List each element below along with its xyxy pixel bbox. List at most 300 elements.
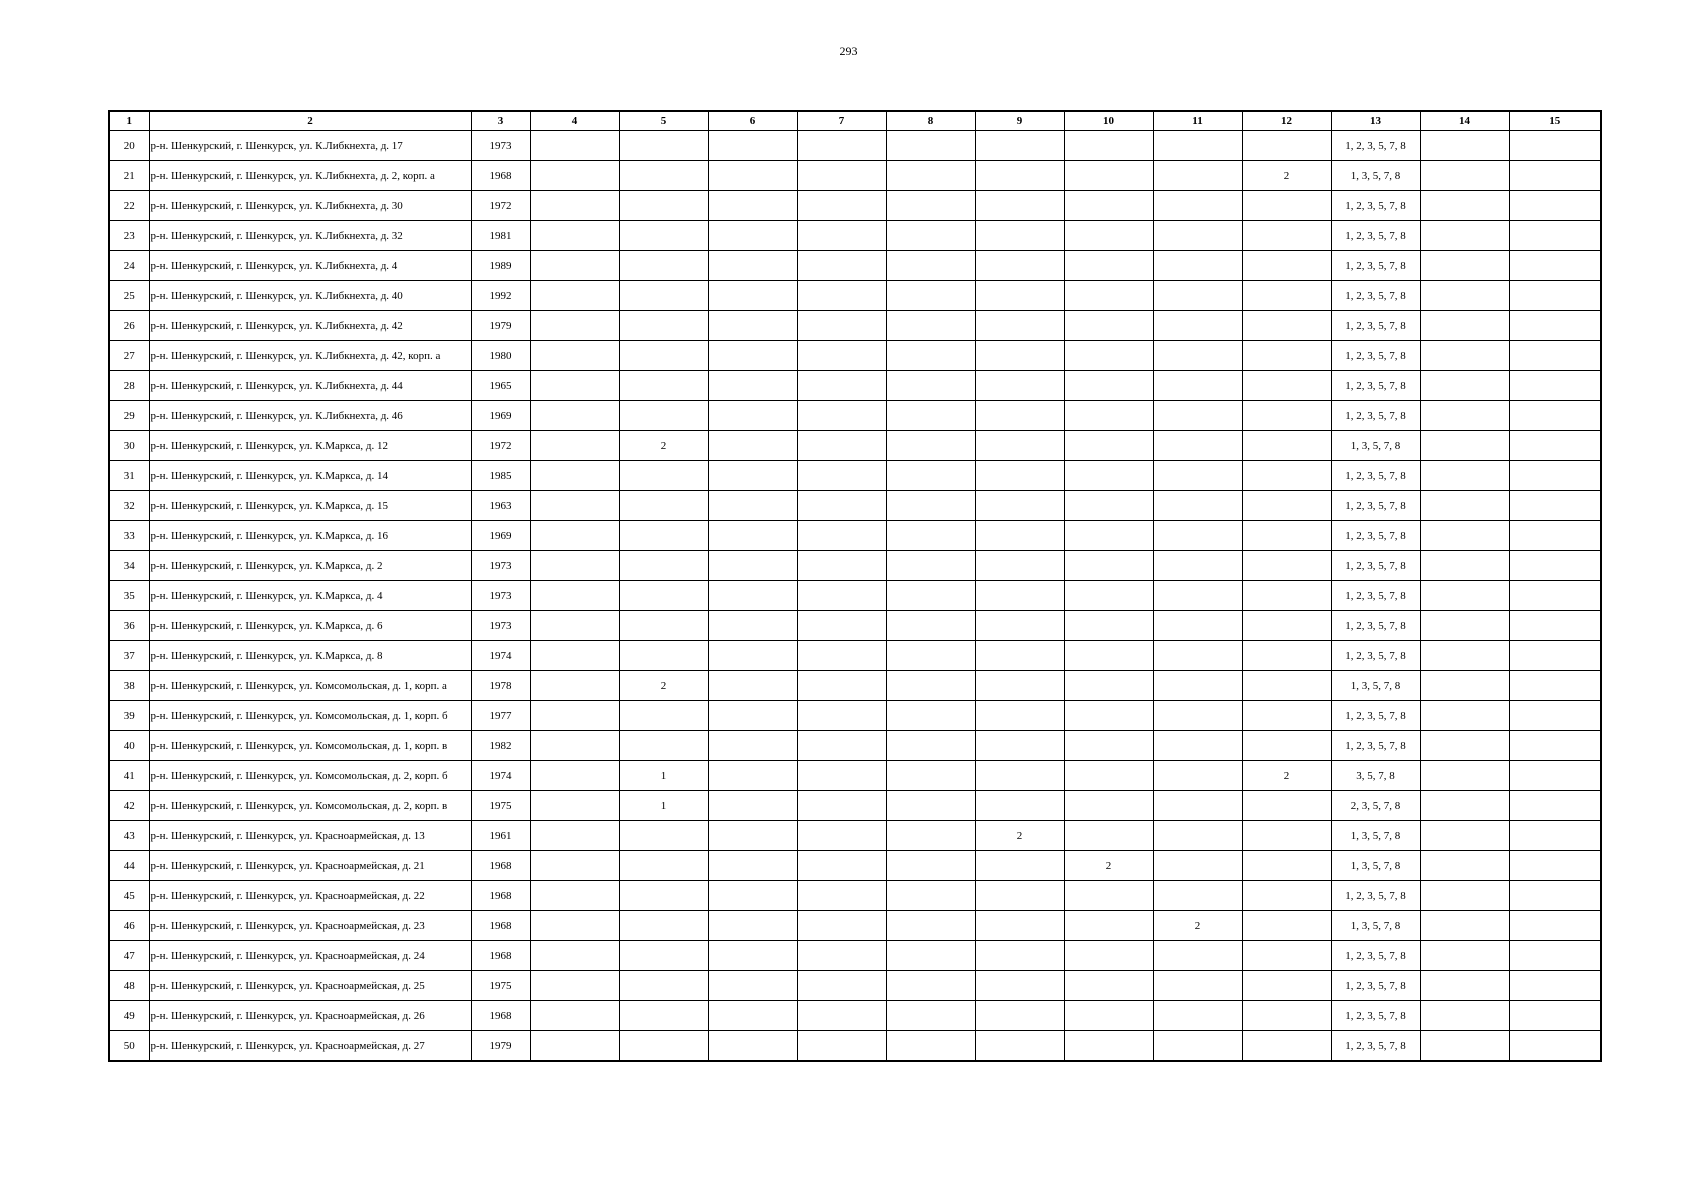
col14-cell bbox=[1420, 611, 1509, 641]
col5-cell bbox=[619, 311, 708, 341]
col15-cell bbox=[1509, 641, 1601, 671]
col13-cell: 1, 2, 3, 5, 7, 8 bbox=[1331, 371, 1420, 401]
col10-cell bbox=[1064, 491, 1153, 521]
col14-cell bbox=[1420, 761, 1509, 791]
col15-cell bbox=[1509, 491, 1601, 521]
col9-cell bbox=[975, 881, 1064, 911]
table-row bbox=[109, 1001, 1601, 1031]
col8-cell bbox=[886, 791, 975, 821]
col4-cell bbox=[530, 941, 619, 971]
col7-cell bbox=[797, 761, 886, 791]
col14-cell bbox=[1420, 941, 1509, 971]
col4-cell bbox=[530, 671, 619, 701]
col11-cell bbox=[1153, 1031, 1242, 1062]
col15-cell bbox=[1509, 911, 1601, 941]
col12-cell bbox=[1242, 851, 1331, 881]
address-cell: р-н. Шенкурский, г. Шенкурск, ул. К.Либкнехта, д. 32 bbox=[149, 221, 471, 251]
col9-cell bbox=[975, 311, 1064, 341]
col15-cell bbox=[1509, 311, 1601, 341]
col4-cell bbox=[530, 971, 619, 1001]
col14-cell bbox=[1420, 731, 1509, 761]
table-row bbox=[109, 791, 1601, 821]
year-cell: 1979 bbox=[471, 1031, 530, 1062]
column-header: 6 bbox=[708, 111, 797, 131]
col7-cell bbox=[797, 641, 886, 671]
col9-cell bbox=[975, 491, 1064, 521]
col11-cell bbox=[1153, 281, 1242, 311]
col8-cell bbox=[886, 551, 975, 581]
col15-cell bbox=[1509, 341, 1601, 371]
col7-cell bbox=[797, 311, 886, 341]
year-cell: 1968 bbox=[471, 1001, 530, 1031]
col8-cell bbox=[886, 1001, 975, 1031]
col8-cell bbox=[886, 131, 975, 161]
table-row bbox=[109, 671, 1601, 701]
col11-cell bbox=[1153, 611, 1242, 641]
col15-cell bbox=[1509, 221, 1601, 251]
col14-cell bbox=[1420, 341, 1509, 371]
row-number-cell: 32 bbox=[109, 491, 149, 521]
col14-cell bbox=[1420, 461, 1509, 491]
col5-cell: 1 bbox=[619, 761, 708, 791]
col4-cell bbox=[530, 221, 619, 251]
row-number-cell: 49 bbox=[109, 1001, 149, 1031]
col5-cell bbox=[619, 491, 708, 521]
address-cell: р-н. Шенкурский, г. Шенкурск, ул. К.Маркса, д. 14 bbox=[149, 461, 471, 491]
col13-cell: 1, 2, 3, 5, 7, 8 bbox=[1331, 581, 1420, 611]
col15-cell bbox=[1509, 1031, 1601, 1062]
col10-cell: 2 bbox=[1064, 851, 1153, 881]
column-header: 4 bbox=[530, 111, 619, 131]
col13-cell: 1, 2, 3, 5, 7, 8 bbox=[1331, 251, 1420, 281]
col6-cell bbox=[708, 821, 797, 851]
col7-cell bbox=[797, 971, 886, 1001]
col13-cell: 1, 2, 3, 5, 7, 8 bbox=[1331, 131, 1420, 161]
col11-cell bbox=[1153, 371, 1242, 401]
column-header: 13 bbox=[1331, 111, 1420, 131]
col13-cell: 2, 3, 5, 7, 8 bbox=[1331, 791, 1420, 821]
col4-cell bbox=[530, 1001, 619, 1031]
col4-cell bbox=[530, 611, 619, 641]
table-row bbox=[109, 371, 1601, 401]
table-row bbox=[109, 731, 1601, 761]
row-number-cell: 23 bbox=[109, 221, 149, 251]
row-number-cell: 41 bbox=[109, 761, 149, 791]
col10-cell bbox=[1064, 791, 1153, 821]
col15-cell bbox=[1509, 971, 1601, 1001]
col13-cell: 1, 3, 5, 7, 8 bbox=[1331, 161, 1420, 191]
address-cell: р-н. Шенкурский, г. Шенкурск, ул. К.Либкнехта, д. 30 bbox=[149, 191, 471, 221]
col7-cell bbox=[797, 491, 886, 521]
col6-cell bbox=[708, 161, 797, 191]
col12-cell bbox=[1242, 131, 1331, 161]
col7-cell bbox=[797, 551, 886, 581]
col12-cell bbox=[1242, 881, 1331, 911]
col5-cell bbox=[619, 131, 708, 161]
col11-cell bbox=[1153, 521, 1242, 551]
col8-cell bbox=[886, 641, 975, 671]
table-row bbox=[109, 461, 1601, 491]
address-cell: р-н. Шенкурский, г. Шенкурск, ул. Комсомольская, д. 1, корп. а bbox=[149, 671, 471, 701]
col10-cell bbox=[1064, 371, 1153, 401]
col12-cell bbox=[1242, 281, 1331, 311]
col7-cell bbox=[797, 161, 886, 191]
year-cell: 1973 bbox=[471, 131, 530, 161]
col5-cell bbox=[619, 521, 708, 551]
col9-cell bbox=[975, 371, 1064, 401]
col4-cell bbox=[530, 641, 619, 671]
col15-cell bbox=[1509, 941, 1601, 971]
year-cell: 1981 bbox=[471, 221, 530, 251]
table-row bbox=[109, 221, 1601, 251]
col15-cell bbox=[1509, 671, 1601, 701]
col6-cell bbox=[708, 461, 797, 491]
col11-cell bbox=[1153, 461, 1242, 491]
col10-cell bbox=[1064, 941, 1153, 971]
col8-cell bbox=[886, 311, 975, 341]
col8-cell bbox=[886, 671, 975, 701]
col14-cell bbox=[1420, 821, 1509, 851]
col14-cell bbox=[1420, 791, 1509, 821]
year-cell: 1989 bbox=[471, 251, 530, 281]
col8-cell bbox=[886, 971, 975, 1001]
col13-cell: 1, 2, 3, 5, 7, 8 bbox=[1331, 701, 1420, 731]
col13-cell: 1, 2, 3, 5, 7, 8 bbox=[1331, 401, 1420, 431]
col5-cell bbox=[619, 941, 708, 971]
column-header: 1 bbox=[109, 111, 149, 131]
col14-cell bbox=[1420, 851, 1509, 881]
col12-cell bbox=[1242, 371, 1331, 401]
year-cell: 1975 bbox=[471, 791, 530, 821]
col4-cell bbox=[530, 1031, 619, 1062]
col11-cell bbox=[1153, 491, 1242, 521]
col14-cell bbox=[1420, 551, 1509, 581]
col13-cell: 1, 2, 3, 5, 7, 8 bbox=[1331, 881, 1420, 911]
col5-cell bbox=[619, 881, 708, 911]
col12-cell bbox=[1242, 911, 1331, 941]
address-cell: р-н. Шенкурский, г. Шенкурск, ул. Красноармейская, д. 24 bbox=[149, 941, 471, 971]
col15-cell bbox=[1509, 851, 1601, 881]
col8-cell bbox=[886, 851, 975, 881]
col13-cell: 1, 3, 5, 7, 8 bbox=[1331, 431, 1420, 461]
col10-cell bbox=[1064, 281, 1153, 311]
col5-cell bbox=[619, 971, 708, 1001]
address-cell: р-н. Шенкурский, г. Шенкурск, ул. К.Либкнехта, д. 42 bbox=[149, 311, 471, 341]
col7-cell bbox=[797, 941, 886, 971]
year-cell: 1977 bbox=[471, 701, 530, 731]
col15-cell bbox=[1509, 251, 1601, 281]
col4-cell bbox=[530, 881, 619, 911]
address-cell: р-н. Шенкурский, г. Шенкурск, ул. Комсомольская, д. 2, корп. в bbox=[149, 791, 471, 821]
col9-cell bbox=[975, 761, 1064, 791]
col9-cell bbox=[975, 1031, 1064, 1062]
col7-cell bbox=[797, 1031, 886, 1062]
col10-cell bbox=[1064, 761, 1153, 791]
col9-cell: 2 bbox=[975, 821, 1064, 851]
table-row bbox=[109, 611, 1601, 641]
col5-cell bbox=[619, 821, 708, 851]
col8-cell bbox=[886, 401, 975, 431]
address-cell: р-н. Шенкурский, г. Шенкурск, ул. К.Либкнехта, д. 4 bbox=[149, 251, 471, 281]
col8-cell bbox=[886, 341, 975, 371]
col9-cell bbox=[975, 581, 1064, 611]
col6-cell bbox=[708, 701, 797, 731]
page-number: 293 bbox=[839, 44, 858, 58]
col12-cell bbox=[1242, 431, 1331, 461]
column-header: 7 bbox=[797, 111, 886, 131]
col11-cell bbox=[1153, 641, 1242, 671]
col11-cell bbox=[1153, 821, 1242, 851]
col11-cell bbox=[1153, 941, 1242, 971]
year-cell: 1972 bbox=[471, 191, 530, 221]
col7-cell bbox=[797, 791, 886, 821]
col5-cell bbox=[619, 851, 708, 881]
table-header-row bbox=[109, 111, 1601, 131]
col5-cell bbox=[619, 581, 708, 611]
row-number-cell: 46 bbox=[109, 911, 149, 941]
col11-cell: 2 bbox=[1153, 911, 1242, 941]
col8-cell bbox=[886, 611, 975, 641]
year-cell: 1968 bbox=[471, 161, 530, 191]
col11-cell bbox=[1153, 221, 1242, 251]
col12-cell bbox=[1242, 401, 1331, 431]
col5-cell bbox=[619, 341, 708, 371]
col5-cell bbox=[619, 221, 708, 251]
col10-cell bbox=[1064, 431, 1153, 461]
col6-cell bbox=[708, 521, 797, 551]
row-number-cell: 40 bbox=[109, 731, 149, 761]
row-number-cell: 42 bbox=[109, 791, 149, 821]
year-cell: 1973 bbox=[471, 611, 530, 641]
col9-cell bbox=[975, 131, 1064, 161]
col4-cell bbox=[530, 731, 619, 761]
col6-cell bbox=[708, 851, 797, 881]
col10-cell bbox=[1064, 821, 1153, 851]
col9-cell bbox=[975, 191, 1064, 221]
year-cell: 1972 bbox=[471, 431, 530, 461]
col15-cell bbox=[1509, 161, 1601, 191]
col10-cell bbox=[1064, 311, 1153, 341]
col15-cell bbox=[1509, 701, 1601, 731]
col15-cell bbox=[1509, 191, 1601, 221]
col7-cell bbox=[797, 251, 886, 281]
col7-cell bbox=[797, 881, 886, 911]
col15-cell bbox=[1509, 551, 1601, 581]
col7-cell bbox=[797, 281, 886, 311]
column-header: 10 bbox=[1064, 111, 1153, 131]
col7-cell bbox=[797, 731, 886, 761]
col5-cell bbox=[619, 1001, 708, 1031]
col6-cell bbox=[708, 941, 797, 971]
col9-cell bbox=[975, 701, 1064, 731]
column-header: 2 bbox=[149, 111, 471, 131]
col13-cell: 1, 2, 3, 5, 7, 8 bbox=[1331, 311, 1420, 341]
row-number-cell: 43 bbox=[109, 821, 149, 851]
col8-cell bbox=[886, 281, 975, 311]
col15-cell bbox=[1509, 611, 1601, 641]
row-number-cell: 29 bbox=[109, 401, 149, 431]
col14-cell bbox=[1420, 521, 1509, 551]
row-number-cell: 48 bbox=[109, 971, 149, 1001]
col8-cell bbox=[886, 161, 975, 191]
col10-cell bbox=[1064, 461, 1153, 491]
col13-cell: 1, 2, 3, 5, 7, 8 bbox=[1331, 1001, 1420, 1031]
col4-cell bbox=[530, 521, 619, 551]
row-number-cell: 38 bbox=[109, 671, 149, 701]
col13-cell: 1, 2, 3, 5, 7, 8 bbox=[1331, 341, 1420, 371]
col11-cell bbox=[1153, 971, 1242, 1001]
col11-cell bbox=[1153, 401, 1242, 431]
col8-cell bbox=[886, 581, 975, 611]
col14-cell bbox=[1420, 581, 1509, 611]
col12-cell bbox=[1242, 671, 1331, 701]
col9-cell bbox=[975, 671, 1064, 701]
col15-cell bbox=[1509, 881, 1601, 911]
year-cell: 1965 bbox=[471, 371, 530, 401]
col4-cell bbox=[530, 281, 619, 311]
table-row bbox=[109, 941, 1601, 971]
col15-cell bbox=[1509, 581, 1601, 611]
col11-cell bbox=[1153, 191, 1242, 221]
col11-cell bbox=[1153, 671, 1242, 701]
col10-cell bbox=[1064, 131, 1153, 161]
col4-cell bbox=[530, 311, 619, 341]
col8-cell bbox=[886, 821, 975, 851]
col5-cell bbox=[619, 371, 708, 401]
col9-cell bbox=[975, 971, 1064, 1001]
col8-cell bbox=[886, 1031, 975, 1062]
address-cell: р-н. Шенкурский, г. Шенкурск, ул. К.Либкнехта, д. 40 bbox=[149, 281, 471, 311]
col7-cell bbox=[797, 701, 886, 731]
col10-cell bbox=[1064, 1001, 1153, 1031]
col9-cell bbox=[975, 461, 1064, 491]
col14-cell bbox=[1420, 701, 1509, 731]
col12-cell bbox=[1242, 1001, 1331, 1031]
col7-cell bbox=[797, 851, 886, 881]
col8-cell bbox=[886, 731, 975, 761]
col11-cell bbox=[1153, 431, 1242, 461]
row-number-cell: 24 bbox=[109, 251, 149, 281]
col12-cell bbox=[1242, 611, 1331, 641]
col14-cell bbox=[1420, 221, 1509, 251]
table-row bbox=[109, 281, 1601, 311]
col14-cell bbox=[1420, 161, 1509, 191]
col10-cell bbox=[1064, 221, 1153, 251]
col15-cell bbox=[1509, 131, 1601, 161]
col9-cell bbox=[975, 551, 1064, 581]
col14-cell bbox=[1420, 1031, 1509, 1062]
address-cell: р-н. Шенкурский, г. Шенкурск, ул. К.Либкнехта, д. 42, корп. а bbox=[149, 341, 471, 371]
col14-cell bbox=[1420, 911, 1509, 941]
col13-cell: 1, 3, 5, 7, 8 bbox=[1331, 851, 1420, 881]
col11-cell bbox=[1153, 551, 1242, 581]
col15-cell bbox=[1509, 431, 1601, 461]
col10-cell bbox=[1064, 161, 1153, 191]
col10-cell bbox=[1064, 611, 1153, 641]
col10-cell bbox=[1064, 341, 1153, 371]
col8-cell bbox=[886, 221, 975, 251]
col11-cell bbox=[1153, 251, 1242, 281]
col6-cell bbox=[708, 431, 797, 461]
table-row bbox=[109, 341, 1601, 371]
address-cell: р-н. Шенкурский, г. Шенкурск, ул. Комсомольская, д. 1, корп. в bbox=[149, 731, 471, 761]
col7-cell bbox=[797, 911, 886, 941]
col6-cell bbox=[708, 131, 797, 161]
column-header: 14 bbox=[1420, 111, 1509, 131]
col5-cell bbox=[619, 281, 708, 311]
col9-cell bbox=[975, 611, 1064, 641]
col4-cell bbox=[530, 401, 619, 431]
column-header: 3 bbox=[471, 111, 530, 131]
col15-cell bbox=[1509, 791, 1601, 821]
col6-cell bbox=[708, 671, 797, 701]
col6-cell bbox=[708, 401, 797, 431]
col13-cell: 1, 2, 3, 5, 7, 8 bbox=[1331, 941, 1420, 971]
col10-cell bbox=[1064, 1031, 1153, 1062]
row-number-cell: 21 bbox=[109, 161, 149, 191]
column-header: 9 bbox=[975, 111, 1064, 131]
col11-cell bbox=[1153, 791, 1242, 821]
col7-cell bbox=[797, 371, 886, 401]
address-cell: р-н. Шенкурский, г. Шенкурск, ул. К.Либкнехта, д. 44 bbox=[149, 371, 471, 401]
col13-cell: 1, 2, 3, 5, 7, 8 bbox=[1331, 491, 1420, 521]
row-number-cell: 30 bbox=[109, 431, 149, 461]
table-body bbox=[109, 131, 1601, 1062]
table-row bbox=[109, 131, 1601, 161]
col13-cell: 1, 3, 5, 7, 8 bbox=[1331, 911, 1420, 941]
col14-cell bbox=[1420, 281, 1509, 311]
col4-cell bbox=[530, 431, 619, 461]
col15-cell bbox=[1509, 401, 1601, 431]
table-row bbox=[109, 581, 1601, 611]
col13-cell: 3, 5, 7, 8 bbox=[1331, 761, 1420, 791]
col9-cell bbox=[975, 1001, 1064, 1031]
year-cell: 1985 bbox=[471, 461, 530, 491]
col7-cell bbox=[797, 581, 886, 611]
col9-cell bbox=[975, 641, 1064, 671]
column-header: 8 bbox=[886, 111, 975, 131]
col8-cell bbox=[886, 521, 975, 551]
housing-registry-table bbox=[108, 110, 1602, 1062]
table-row bbox=[109, 761, 1601, 791]
row-number-cell: 28 bbox=[109, 371, 149, 401]
col15-cell bbox=[1509, 281, 1601, 311]
col14-cell bbox=[1420, 881, 1509, 911]
col13-cell: 1, 2, 3, 5, 7, 8 bbox=[1331, 641, 1420, 671]
col7-cell bbox=[797, 1001, 886, 1031]
address-cell: р-н. Шенкурский, г. Шенкурск, ул. Красноармейская, д. 23 bbox=[149, 911, 471, 941]
col10-cell bbox=[1064, 581, 1153, 611]
col6-cell bbox=[708, 731, 797, 761]
col12-cell: 2 bbox=[1242, 761, 1331, 791]
col4-cell bbox=[530, 701, 619, 731]
col11-cell bbox=[1153, 131, 1242, 161]
row-number-cell: 34 bbox=[109, 551, 149, 581]
col5-cell: 2 bbox=[619, 671, 708, 701]
col10-cell bbox=[1064, 971, 1153, 1001]
col4-cell bbox=[530, 551, 619, 581]
col12-cell bbox=[1242, 731, 1331, 761]
col4-cell bbox=[530, 191, 619, 221]
col12-cell bbox=[1242, 791, 1331, 821]
col12-cell bbox=[1242, 821, 1331, 851]
col6-cell bbox=[708, 611, 797, 641]
col12-cell bbox=[1242, 221, 1331, 251]
col13-cell: 1, 2, 3, 5, 7, 8 bbox=[1331, 1031, 1420, 1062]
col6-cell bbox=[708, 1031, 797, 1062]
row-number-cell: 26 bbox=[109, 311, 149, 341]
col5-cell bbox=[619, 911, 708, 941]
